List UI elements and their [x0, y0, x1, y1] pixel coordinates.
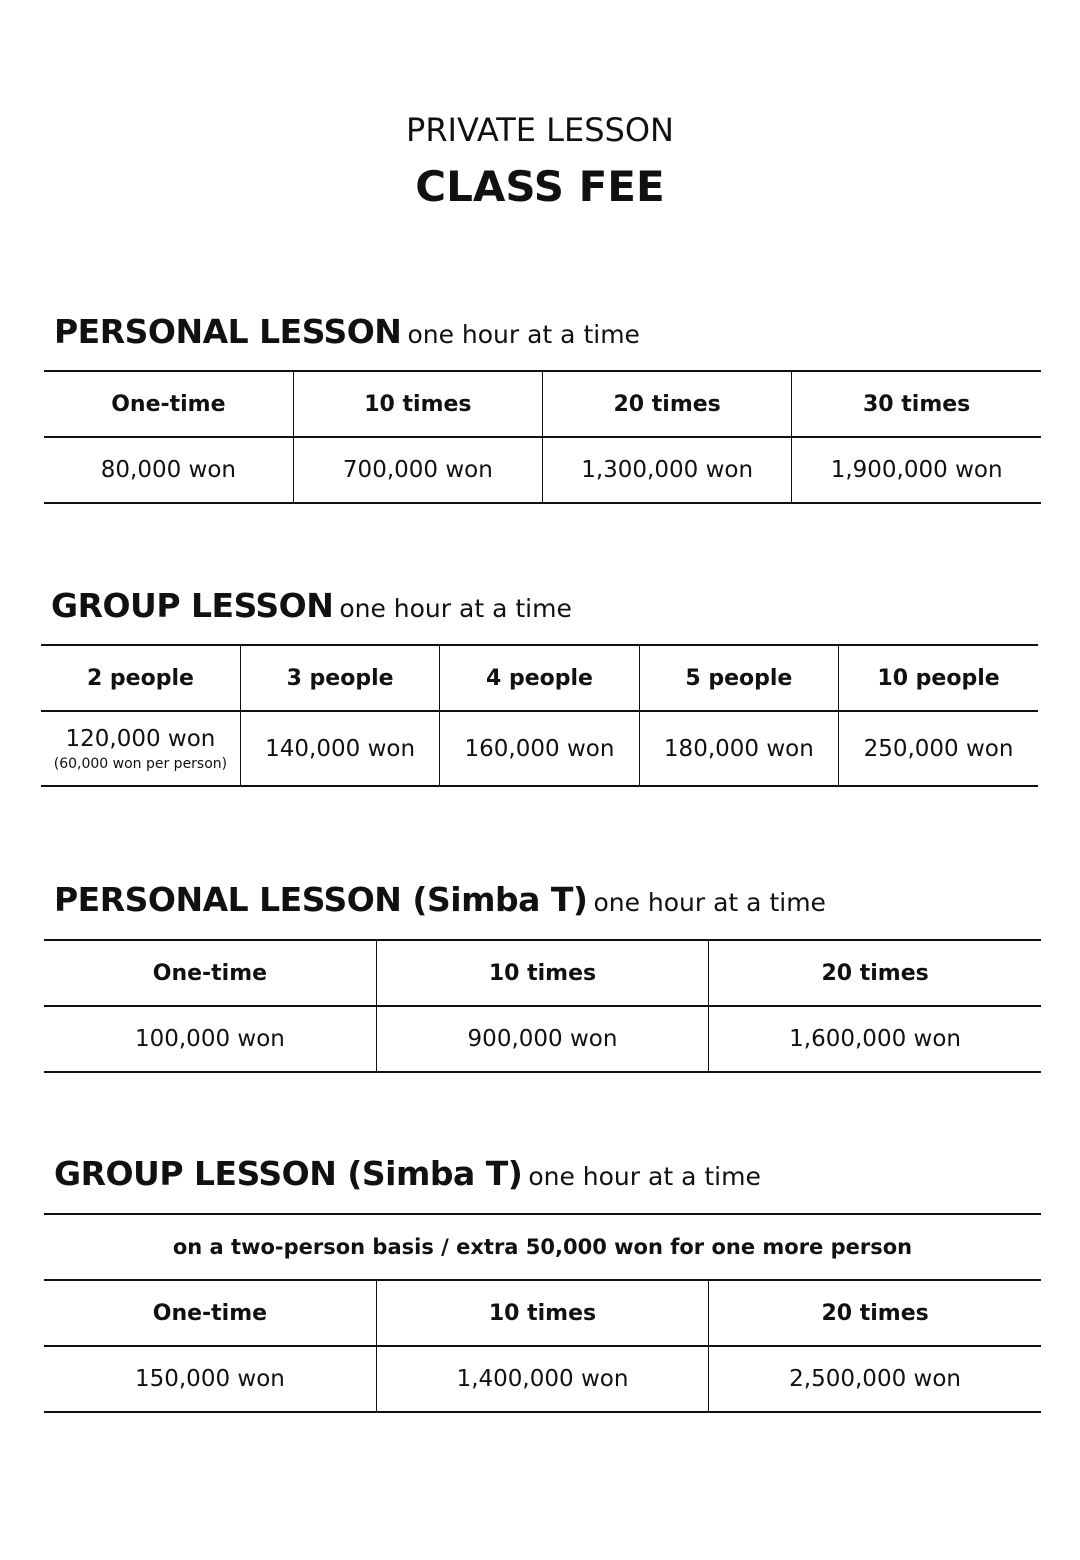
header-cell: One-time [44, 371, 293, 437]
price-cell: 100,000 won [44, 1006, 376, 1072]
header-cell: 10 people [839, 645, 1038, 711]
header-cell: One-time [44, 1280, 376, 1346]
table-row [44, 1346, 1041, 1412]
header-cell: 10 times [376, 1280, 708, 1346]
price-cell: 1,900,000 won [792, 437, 1041, 503]
basis-note: on a two-person basis / extra 50,000 won for one more person [44, 1214, 1041, 1280]
group-lesson-duration: one hour at a time [339, 594, 572, 623]
table-header-row [44, 940, 1041, 1006]
per-person-note: (60,000 won per person) [53, 755, 228, 772]
price-cell: 80,000 won [44, 437, 293, 503]
basis-row [44, 1214, 1041, 1280]
group-lesson-table [41, 644, 1038, 787]
group-lesson-heading [41, 586, 1038, 644]
personal-lesson-section [44, 312, 1041, 504]
group-simba-table [44, 1213, 1041, 1413]
personal-lesson-heading [44, 312, 1041, 370]
personal-simba-section [44, 880, 1041, 1073]
group-simba-section [44, 1154, 1041, 1413]
group-lesson-section [41, 586, 1038, 787]
table-header-row [44, 371, 1041, 437]
personal-lesson-title: PERSONAL LESSON [54, 312, 402, 351]
table-row [41, 711, 1038, 786]
table-row [44, 1006, 1041, 1072]
header-cell: 30 times [792, 371, 1041, 437]
price-cell: 180,000 won [639, 711, 838, 786]
price-cell: 1,300,000 won [543, 437, 792, 503]
page-title: CLASS FEE [415, 162, 665, 211]
header-cell: 5 people [639, 645, 838, 711]
header-cell: 2 people [41, 645, 240, 711]
page-subtitle: PRIVATE LESSON [406, 111, 674, 149]
personal-simba-table [44, 939, 1041, 1073]
personal-simba-title: PERSONAL LESSON (Simba T) [54, 880, 588, 919]
price-cell: 2,500,000 won [709, 1346, 1041, 1412]
price-cell: 160,000 won [440, 711, 639, 786]
group-simba-duration: one hour at a time [528, 1162, 761, 1191]
personal-simba-duration: one hour at a time [593, 888, 826, 917]
header-cell: 3 people [240, 645, 439, 711]
personal-simba-heading [44, 880, 1041, 939]
group-simba-title: GROUP LESSON (Simba T) [54, 1154, 523, 1193]
price-cell [41, 711, 240, 786]
table-row [44, 437, 1041, 503]
group-lesson-title: GROUP LESSON [51, 586, 334, 625]
group-simba-heading [44, 1154, 1041, 1213]
price-cell: 140,000 won [240, 711, 439, 786]
price-cell: 1,400,000 won [376, 1346, 708, 1412]
price-cell: 250,000 won [839, 711, 1038, 786]
price-cell: 150,000 won [44, 1346, 376, 1412]
price-cell: 1,600,000 won [709, 1006, 1041, 1072]
price-cell: 700,000 won [293, 437, 542, 503]
page-header [0, 108, 1080, 214]
header-cell: 10 times [376, 940, 708, 1006]
header-cell: 20 times [709, 940, 1041, 1006]
header-cell: 20 times [543, 371, 792, 437]
header-cell: 4 people [440, 645, 639, 711]
table-header-row [41, 645, 1038, 711]
header-cell: 10 times [293, 371, 542, 437]
header-cell: One-time [44, 940, 376, 1006]
personal-lesson-duration: one hour at a time [407, 320, 640, 349]
personal-lesson-table [44, 370, 1041, 504]
header-cell: 20 times [709, 1280, 1041, 1346]
price-value: 120,000 won [65, 725, 216, 752]
table-header-row [44, 1280, 1041, 1346]
price-cell: 900,000 won [376, 1006, 708, 1072]
